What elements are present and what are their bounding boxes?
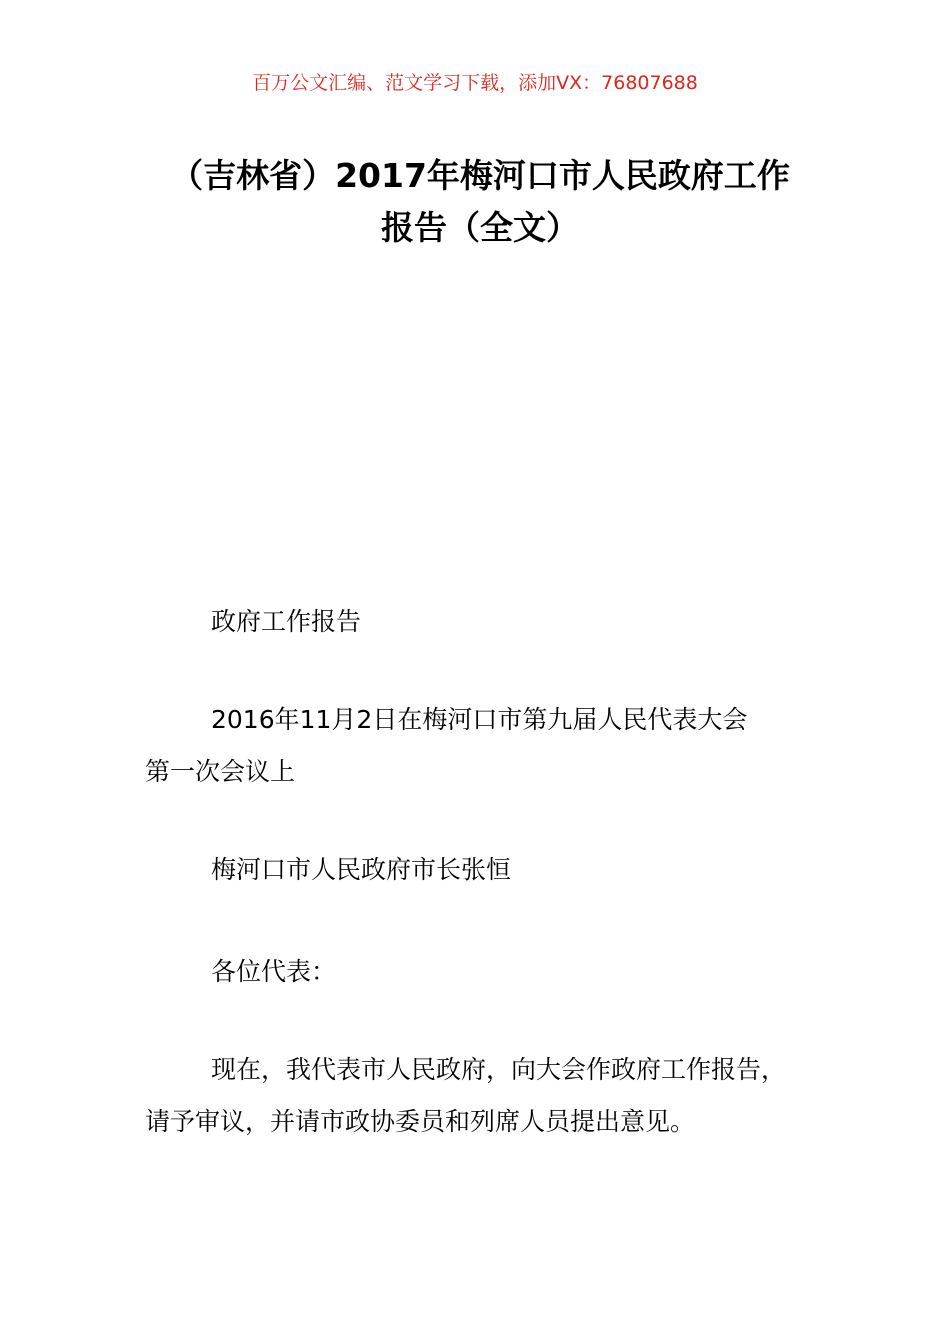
paragraph-line: 2016年11月2日在梅河口市第九届人民代表大会 [211,705,748,734]
paragraph-speaker [145,844,810,896]
paragraph-line: 梅河口市人民政府市长张恒 [211,855,512,884]
paragraph-opening [145,1044,810,1148]
document-title-line-2: 报告（全文） [381,208,579,247]
paragraph-line: 政府工作报告 [211,607,362,636]
paragraph-line: 各位代表： [211,957,337,986]
document-title [140,150,820,254]
paragraph-meeting-info [145,694,810,798]
paragraph-line: 第一次会议上 [145,757,296,786]
document-title-line-1: （吉林省）2017年梅河口市人民政府工作 [170,156,790,195]
paragraph-salutation [145,946,810,998]
paragraph-line: 现在，我代表市人民政府，向大会作政府工作报告， [211,1055,787,1084]
paragraph-report-name [145,596,810,648]
header-watermark-note: 百万公文汇编、范文学习下载，添加VX：76807688 [252,72,698,94]
paragraph-line: 请予审议，并请市政协委员和列席人员提出意见。 [145,1107,696,1136]
